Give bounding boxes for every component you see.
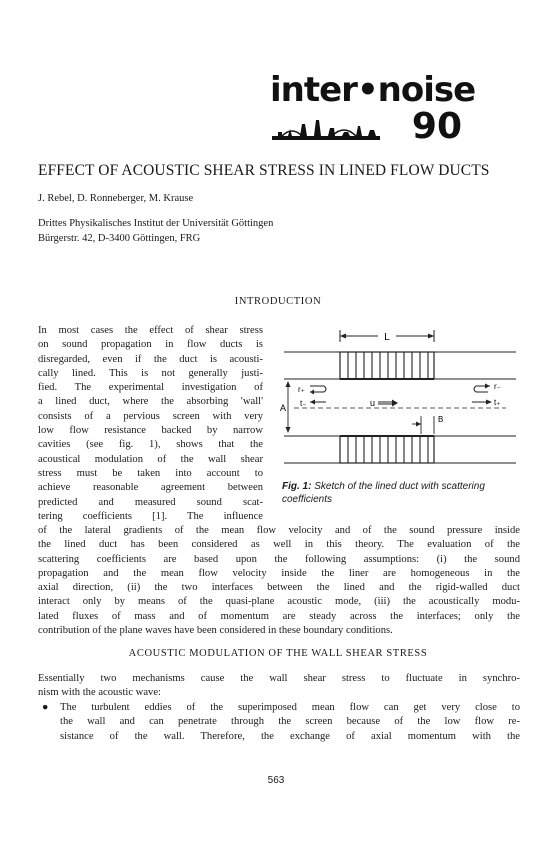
text-line: low flow resistance backed by narrow [38, 425, 263, 437]
text-line: stress must be taken into account to [38, 467, 263, 479]
list-item [38, 701, 520, 744]
conference-logo: inter•noise [270, 70, 476, 110]
text-line: disregarded, even if the duct is acousti- [38, 353, 263, 365]
section-heading-acoustic-modulation: ACOUSTIC MODULATION OF THE WALL SHEAR STRESS [128, 648, 428, 659]
text-line: sistance of the wall. Therefore, the exchange of axial momentum with the [60, 730, 520, 742]
text-line: scattering coefficients are based upon the following assumptions: (i) the sound [38, 553, 520, 565]
text-line: predicted and measured sound scat- [38, 496, 263, 508]
figure-caption [282, 480, 522, 506]
section-heading-introduction: INTRODUCTION [234, 296, 322, 307]
label-t-minus: t₋ [300, 399, 307, 408]
paper-title: EFFECT OF ACOUSTIC SHEAR STRESS IN LINED FLOW DUCTS [38, 161, 490, 180]
text-line: consists of a pervious screen with very [38, 410, 263, 422]
label-A: A [280, 403, 287, 413]
label-t-plus: t₊ [494, 398, 501, 407]
label-L: L [384, 332, 390, 343]
text-line: nism with the acoustic wave: [38, 687, 161, 699]
text-line: lated fluxes of mass and of momentum are steady across the interfaces; only the [38, 610, 520, 622]
text-line: fied. The experimental investigation of [38, 382, 263, 394]
intro-column-text [38, 324, 263, 524]
text-line: the wall and can penetrate through the screen because of the low flow re- [60, 716, 520, 728]
affiliation-line: Bürgerstr. 42, D-3400 Göttingen, FRG [38, 233, 201, 244]
affiliation [38, 216, 273, 246]
label-r-plus: r₊ [298, 385, 305, 394]
text-line: interact only by means of the quasi-plane acoustic mode, (iii) the acoustically modu- [38, 596, 520, 608]
text-line: Essentially two mechanisms cause the wall shear stress to fluctuate in synchro- [38, 673, 520, 684]
text-line: a lined duct, where the absorbing 'wall' [38, 396, 263, 408]
label-u: u [370, 398, 376, 408]
text-line: tering coefficients [1]. The influence [38, 510, 263, 522]
text-line: achieve reasonable agreement between [38, 482, 263, 494]
text-line: contribution of the plane waves have been considered in these boundary conditions. [38, 625, 393, 637]
text-line: cally lined. This is not generally justi- [38, 367, 263, 379]
figure-lined-duct [276, 326, 522, 474]
intro-full-text [38, 524, 520, 638]
text-line: of the lateral gradients of the mean flow velocity and of the sound pressure inside [38, 525, 520, 536]
bullet-list [38, 701, 520, 744]
label-r-minus: r₋ [494, 382, 501, 391]
label-B: B [438, 415, 444, 424]
affiliation-line: Drittes Physikalisches Institut der Universität Göttingen [38, 218, 274, 229]
conference-year: 90 [411, 106, 462, 147]
caption-label: Fig. 1: [282, 481, 312, 492]
skyline-logo-icon [272, 114, 402, 142]
text-line: The turbulent eddies of the superimposed mean flow can get very close to [60, 702, 520, 713]
text-line: cavities (see fig. 1), shows that the [38, 439, 263, 451]
text-line: propagation and the mean flow velocity inside the liner are homogeneous in the [38, 567, 520, 579]
text-line: on sound propagation in flow ducts is [38, 339, 263, 351]
section2-text [38, 672, 520, 701]
caption-text: Sketch of the lined duct with scattering coefficients [282, 481, 485, 505]
bullet-icon: ● [42, 702, 49, 713]
text-line: In most cases the effect of shear stress [38, 325, 263, 336]
text-line: acoustical modulation of the wall shear [38, 453, 263, 465]
text-line: axial direction, (ii) the two interfaces between the lined and the rigid-walled duct [38, 582, 520, 594]
page-number: 563 [267, 775, 285, 786]
text-line: the lined duct has been considered as well in this theory. The evaluation of the [38, 539, 520, 551]
authors: J. Rebel, D. Ronneberger, M. Krause [38, 193, 194, 204]
